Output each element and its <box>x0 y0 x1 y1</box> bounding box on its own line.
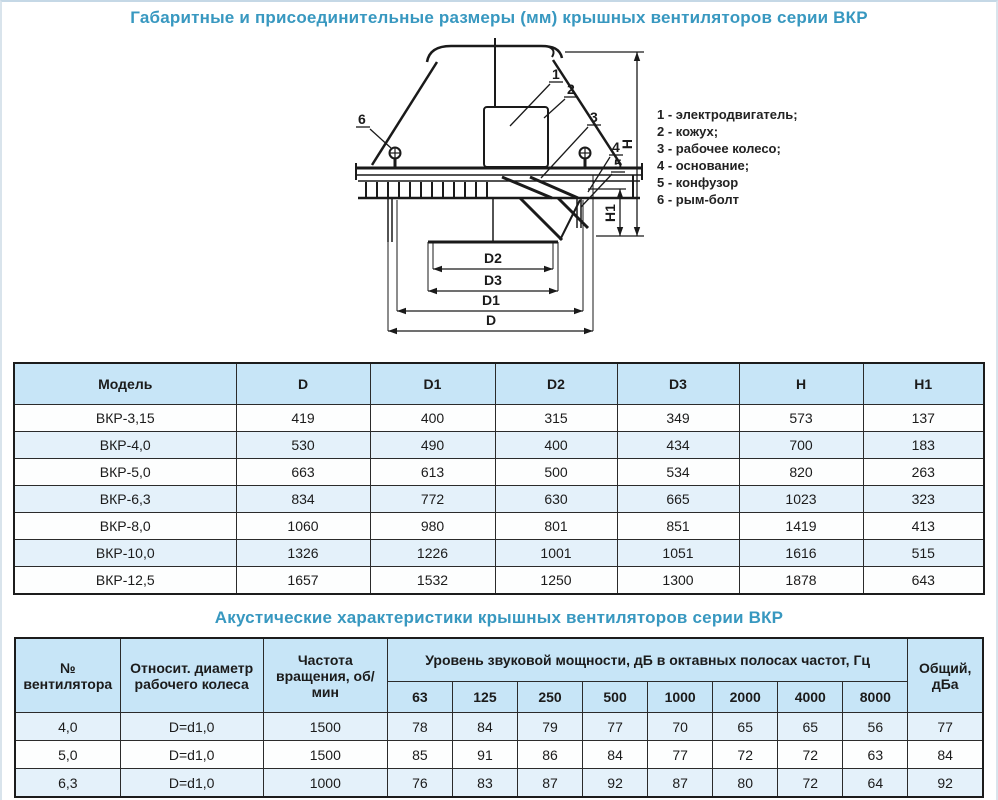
acoustic-table-cell: 77 <box>648 741 713 769</box>
dims-table-cell: 400 <box>495 432 617 459</box>
acoustic-table-cell: 87 <box>648 769 713 798</box>
acoustic-table-cell: 92 <box>583 769 648 798</box>
acoustic-table-cell: 65 <box>713 713 778 741</box>
dims-table-cell: 820 <box>739 459 863 486</box>
eye-bolt-left <box>390 148 401 169</box>
col-total-dba: Общий, дБа <box>908 638 983 713</box>
legend-item-6: 6 - рым-болт <box>657 192 740 207</box>
acoustic-table-cell: D=d1,0 <box>120 769 263 798</box>
dims-table-cell: 801 <box>495 513 617 540</box>
acoustic-table-cell: 86 <box>517 741 582 769</box>
fan-diagram-figure <box>2 30 996 352</box>
diagram-legend <box>657 106 798 208</box>
octave-header-cell: 250 <box>517 682 582 713</box>
dims-table-cell: 183 <box>863 432 984 459</box>
dims-table-cell: 530 <box>236 432 370 459</box>
dims-table-cell: 315 <box>495 405 617 432</box>
dims-table-cell: ВКР-3,15 <box>14 405 236 432</box>
dim-d1 <box>397 292 583 314</box>
dims-table-cell: 434 <box>617 432 739 459</box>
grille-slats <box>366 182 487 197</box>
dims-table-cell: 1326 <box>236 540 370 567</box>
dims-table-cell: 323 <box>863 486 984 513</box>
dims-table-cell: 349 <box>617 405 739 432</box>
dims-table-cell: 1001 <box>495 540 617 567</box>
dims-table-cell: 137 <box>863 405 984 432</box>
svg-text:6: 6 <box>358 111 366 127</box>
dims-table-cell: 419 <box>236 405 370 432</box>
dims-table-cell: 534 <box>617 459 739 486</box>
dims-table-cell: 665 <box>617 486 739 513</box>
acoustic-table-cell: 4,0 <box>15 713 120 741</box>
acoustic-table-cell: 64 <box>843 769 908 798</box>
svg-text:4: 4 <box>612 139 620 155</box>
acoustic-table-cell: 91 <box>452 741 517 769</box>
acoustic-table <box>14 637 984 798</box>
dim-label-d1: D1 <box>482 292 500 308</box>
svg-text:5: 5 <box>614 156 622 172</box>
dims-table-cell: ВКР-6,3 <box>14 486 236 513</box>
acoustic-table-cell: 85 <box>387 741 452 769</box>
acoustic-table-cell: 1000 <box>263 769 387 798</box>
dims-table-cell: 500 <box>495 459 617 486</box>
dims-table-row <box>14 405 984 432</box>
dims-table-cell: 1419 <box>739 513 863 540</box>
dims-table-cell: 1051 <box>617 540 739 567</box>
dims-table-cell: 834 <box>236 486 370 513</box>
dims-header-cell: D1 <box>370 363 495 405</box>
acoustic-table-cell: 5,0 <box>15 741 120 769</box>
base-legs <box>388 198 581 242</box>
acoustic-table-cell: 63 <box>843 741 908 769</box>
octave-header-cell: 8000 <box>843 682 908 713</box>
acoustic-table-cell: 72 <box>713 741 778 769</box>
dims-table-cell: 663 <box>236 459 370 486</box>
acoustic-table-cell: 78 <box>387 713 452 741</box>
dims-table-cell: 1878 <box>739 567 863 595</box>
svg-text:1: 1 <box>552 66 560 82</box>
dims-table-cell: 643 <box>863 567 984 595</box>
dims-table-cell: ВКР-8,0 <box>14 513 236 540</box>
acoustic-table-row <box>15 713 983 741</box>
dim-h1 <box>588 189 626 236</box>
octave-header-cell: 500 <box>583 682 648 713</box>
dim-label-h1: H1 <box>602 204 618 222</box>
col-relative-diameter: Относит. диаметр рабочего колеса <box>120 638 263 713</box>
dims-table-row <box>14 513 984 540</box>
dims-table-cell: 851 <box>617 513 739 540</box>
eye-bolt-right <box>580 148 591 169</box>
dims-table-row <box>14 459 984 486</box>
acoustic-table-row <box>15 769 983 798</box>
acoustic-table-cell: 70 <box>648 713 713 741</box>
acoustic-table-cell: 77 <box>908 713 983 741</box>
dims-table-cell: 1023 <box>739 486 863 513</box>
dims-table-cell: 1657 <box>236 567 370 595</box>
dims-table-cell: 400 <box>370 405 495 432</box>
legend-item-1: 1 - электродвигатель; <box>657 107 798 122</box>
dims-header-cell: H1 <box>863 363 984 405</box>
dim-label-d: D <box>485 312 497 328</box>
acoustic-table-cell: 79 <box>517 713 582 741</box>
octave-header-cell: 125 <box>452 682 517 713</box>
dims-table-row <box>14 567 984 595</box>
dims-table-cell: 413 <box>863 513 984 540</box>
col-fan-number: № вентилятора <box>15 638 120 713</box>
dims-header-cell: D2 <box>495 363 617 405</box>
dims-table-cell: 1060 <box>236 513 370 540</box>
dims-table-row <box>14 486 984 513</box>
dims-table-cell: ВКР-10,0 <box>14 540 236 567</box>
dims-table-cell: 573 <box>739 405 863 432</box>
cone-left-edge <box>372 62 437 165</box>
acoustic-table-row <box>15 741 983 769</box>
dims-table-cell: 980 <box>370 513 495 540</box>
dims-table-cell: 490 <box>370 432 495 459</box>
acoustic-table-cell: 1500 <box>263 741 387 769</box>
motor-block <box>484 107 548 167</box>
svg-text:3: 3 <box>590 109 598 125</box>
dims-table-cell: 772 <box>370 486 495 513</box>
acoustic-table-cell: 72 <box>778 769 843 798</box>
dims-header-cell: D3 <box>617 363 739 405</box>
dim-label-h: H <box>619 138 635 150</box>
dims-table-cell: 1226 <box>370 540 495 567</box>
dims-table-cell: 630 <box>495 486 617 513</box>
dim-label-d3: D3 <box>484 272 502 288</box>
dims-header-cell: Модель <box>14 363 236 405</box>
dimensions-table <box>13 362 985 595</box>
dims-table-cell: 515 <box>863 540 984 567</box>
legend-item-2: 2 - кожух; <box>657 124 719 139</box>
dim-d3 <box>428 272 558 294</box>
acoustic-table-cell: 65 <box>778 713 843 741</box>
acoustic-table-cell: 56 <box>843 713 908 741</box>
dims-header-cell: H <box>739 363 863 405</box>
acoustic-table-cell: 6,3 <box>15 769 120 798</box>
dims-header-cell: D <box>236 363 370 405</box>
octave-header-cell: 4000 <box>778 682 843 713</box>
acoustic-table-cell: D=d1,0 <box>120 713 263 741</box>
octave-header-cell: 63 <box>387 682 452 713</box>
dimensions-table-header-row <box>14 363 984 405</box>
svg-text:2: 2 <box>567 81 575 97</box>
acoustic-section-title: Акустические характеристики крышных вентиляторов серии ВКР <box>214 608 784 627</box>
acoustic-table-cell: 84 <box>908 741 983 769</box>
col-sound-power: Уровень звуковой мощности, дБ в октавных полосах частот, Гц <box>387 638 908 682</box>
acoustic-table-cell: 84 <box>452 713 517 741</box>
dims-table-row <box>14 540 984 567</box>
octave-header-cell: 2000 <box>713 682 778 713</box>
callout-6 <box>356 111 391 148</box>
col-rotation-speed: Частота вращения, об/мин <box>263 638 387 713</box>
dims-table-cell: ВКР-12,5 <box>14 567 236 595</box>
legend-item-4: 4 - основание; <box>657 158 750 173</box>
dims-table-cell: 1300 <box>617 567 739 595</box>
dims-table-row <box>14 432 984 459</box>
dims-table-cell: 1532 <box>370 567 495 595</box>
acoustic-table-cell: 76 <box>387 769 452 798</box>
dim-label-d2: D2 <box>484 250 502 266</box>
callout-2 <box>544 81 578 118</box>
dims-table-cell: ВКР-5,0 <box>14 459 236 486</box>
dims-table-cell: 613 <box>370 459 495 486</box>
legend-item-5: 5 - конфузор <box>657 175 739 190</box>
dims-table-cell: 263 <box>863 459 984 486</box>
acoustic-table-cell: 72 <box>778 741 843 769</box>
acoustic-table-cell: 84 <box>583 741 648 769</box>
acoustic-table-cell: 77 <box>583 713 648 741</box>
page-title: Габаритные и присоединительные размеры (мм) крышных вентиляторов серии ВКР <box>130 8 868 27</box>
dim-d2 <box>433 250 553 272</box>
acoustic-table-cell: 87 <box>517 769 582 798</box>
fan-drawing <box>330 32 670 348</box>
acoustic-table-cell: 80 <box>713 769 778 798</box>
dim-d <box>388 312 593 334</box>
legend-item-3: 3 - рабочее колесо; <box>657 141 781 156</box>
acoustic-table-cell: D=d1,0 <box>120 741 263 769</box>
octave-header-cell: 1000 <box>648 682 713 713</box>
dims-table-cell: 700 <box>739 432 863 459</box>
dims-table-cell: ВКР-4,0 <box>14 432 236 459</box>
acoustic-table-cell: 92 <box>908 769 983 798</box>
dims-table-cell: 1250 <box>495 567 617 595</box>
dims-table-cell: 1616 <box>739 540 863 567</box>
acoustic-table-cell: 1500 <box>263 713 387 741</box>
acoustic-table-cell: 83 <box>452 769 517 798</box>
